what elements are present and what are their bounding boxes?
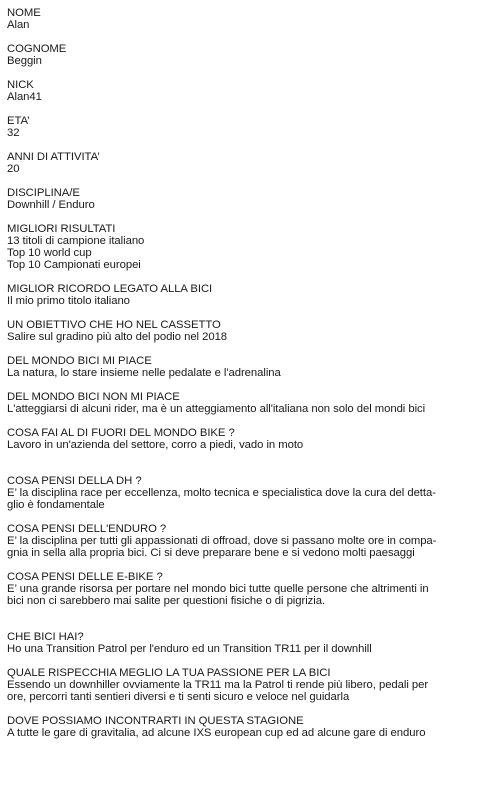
answer-line: Alan41 bbox=[7, 91, 42, 103]
question-label: COSA PENSI DELL'ENDURO ? bbox=[7, 523, 167, 535]
question-label: COSA FAI AL DI FUORI DEL MONDO BIKE ? bbox=[7, 427, 235, 439]
question-label: COGNOME bbox=[7, 43, 67, 55]
answer-line: Lavoro in un'azienda del settore, corro a piedi, vado in moto bbox=[7, 439, 304, 451]
section-dh bbox=[7, 475, 493, 511]
question-label: QUALE RISPECCHIA MEGLIO LA TUA PASSIONE PER LA BICI bbox=[7, 667, 331, 679]
answer-line: Salire sul gradino più alto del podio nel 2018 bbox=[7, 331, 228, 343]
section-migliori-risultati bbox=[7, 223, 493, 271]
answer-line: E’ la disciplina per tutti gli appassionati di offroad, dove si passano molte ore in compa- bbox=[7, 535, 437, 547]
section-obiettivo bbox=[7, 319, 493, 343]
section-enduro bbox=[7, 523, 493, 559]
answer-line: Ho una Transition Patrol per l'enduro ed un Transition TR11 per il downhill bbox=[7, 643, 372, 655]
question-label: MIGLIORI RISULTATI bbox=[7, 223, 116, 235]
answer-line: Il mio primo titolo italiano bbox=[7, 295, 130, 307]
answer-line: Top 10 world cup bbox=[7, 247, 92, 259]
question-label: MIGLIOR RICORDO LEGATO ALLA BICI bbox=[7, 283, 213, 295]
answer-line: E’ una grande risorsa per portare nel mondo bici tutte quelle persone che altrimenti in bbox=[7, 583, 429, 595]
question-label: DEL MONDO BICI NON MI PIACE bbox=[7, 391, 180, 403]
section-passione bbox=[7, 667, 493, 703]
question-label: DOVE POSSIAMO INCONTRARTI IN QUESTA STAGIONE bbox=[7, 715, 304, 727]
answer-line: L'atteggiarsi di alcuni rider, ma è un atteggiamento all'italiana non solo del mondi bici bbox=[7, 403, 426, 415]
answer-line: Top 10 Campionati europei bbox=[7, 259, 141, 271]
section-non-mi-piace bbox=[7, 391, 493, 415]
question-label: ETA’ bbox=[7, 115, 30, 127]
section-anni-attivita bbox=[7, 151, 493, 175]
section-dove-incontrarti bbox=[7, 715, 493, 739]
section-nick bbox=[7, 79, 493, 103]
answer-line: Downhill / Enduro bbox=[7, 199, 95, 211]
question-label: UN OBIETTIVO CHE HO NEL CASSETTO bbox=[7, 319, 221, 331]
section-nome bbox=[7, 7, 493, 31]
question-label: NOME bbox=[7, 7, 41, 19]
section-disciplina bbox=[7, 187, 493, 211]
section-eta bbox=[7, 115, 493, 139]
question-label: COSA PENSI DELLA DH ? bbox=[7, 475, 142, 487]
section-cognome bbox=[7, 43, 493, 67]
answer-line: ore, percorri tanti sentieri diversi e ti senti sicuro e veloce nel guidarla bbox=[7, 691, 350, 703]
answer-line: E’ la disciplina race per eccellenza, molto tecnica e specialistica dove la cura del detta- bbox=[7, 487, 436, 499]
section-mi-piace bbox=[7, 355, 493, 379]
answer-line: 20 bbox=[7, 163, 20, 175]
question-label: CHE BICI HAI? bbox=[7, 631, 84, 643]
answer-line: bici non ci sarebbero mai salite per questioni fisiche o di pigrizia. bbox=[7, 595, 326, 607]
answer-line: La natura, lo stare insieme nelle pedalate e l'adrenalina bbox=[7, 367, 281, 379]
answer-line: gnia in sella alla propria bici. Ci si deve preparare bene e si vedono molti paesaggi bbox=[7, 547, 415, 559]
section-che-bici bbox=[7, 631, 493, 655]
answer-line: A tutte le gare di gravitalia, ad alcune IXS european cup ed ad alcune gare di enduro bbox=[7, 727, 426, 739]
answer-line: glio è fondamentale bbox=[7, 499, 105, 511]
answer-line: 32 bbox=[7, 127, 20, 139]
question-label: DEL MONDO BICI MI PIACE bbox=[7, 355, 152, 367]
question-label: DISCIPLINA/E bbox=[7, 187, 80, 199]
question-label: ANNI DI ATTIVITA’ bbox=[7, 151, 100, 163]
section-miglior-ricordo bbox=[7, 283, 493, 307]
section-fuori-mondo-bike bbox=[7, 427, 493, 451]
question-label: NICK bbox=[7, 79, 34, 91]
answer-line: Essendo un downhiller ovviamente la TR11 ma la Patrol ti rende più libero, pedali per bbox=[7, 679, 429, 691]
section-e-bike bbox=[7, 571, 493, 607]
answer-line: 13 titoli di campione italiano bbox=[7, 235, 145, 247]
answer-line: Beggin bbox=[7, 55, 42, 67]
answer-line: Alan bbox=[7, 19, 30, 31]
question-label: COSA PENSI DELLE E-BIKE ? bbox=[7, 571, 163, 583]
